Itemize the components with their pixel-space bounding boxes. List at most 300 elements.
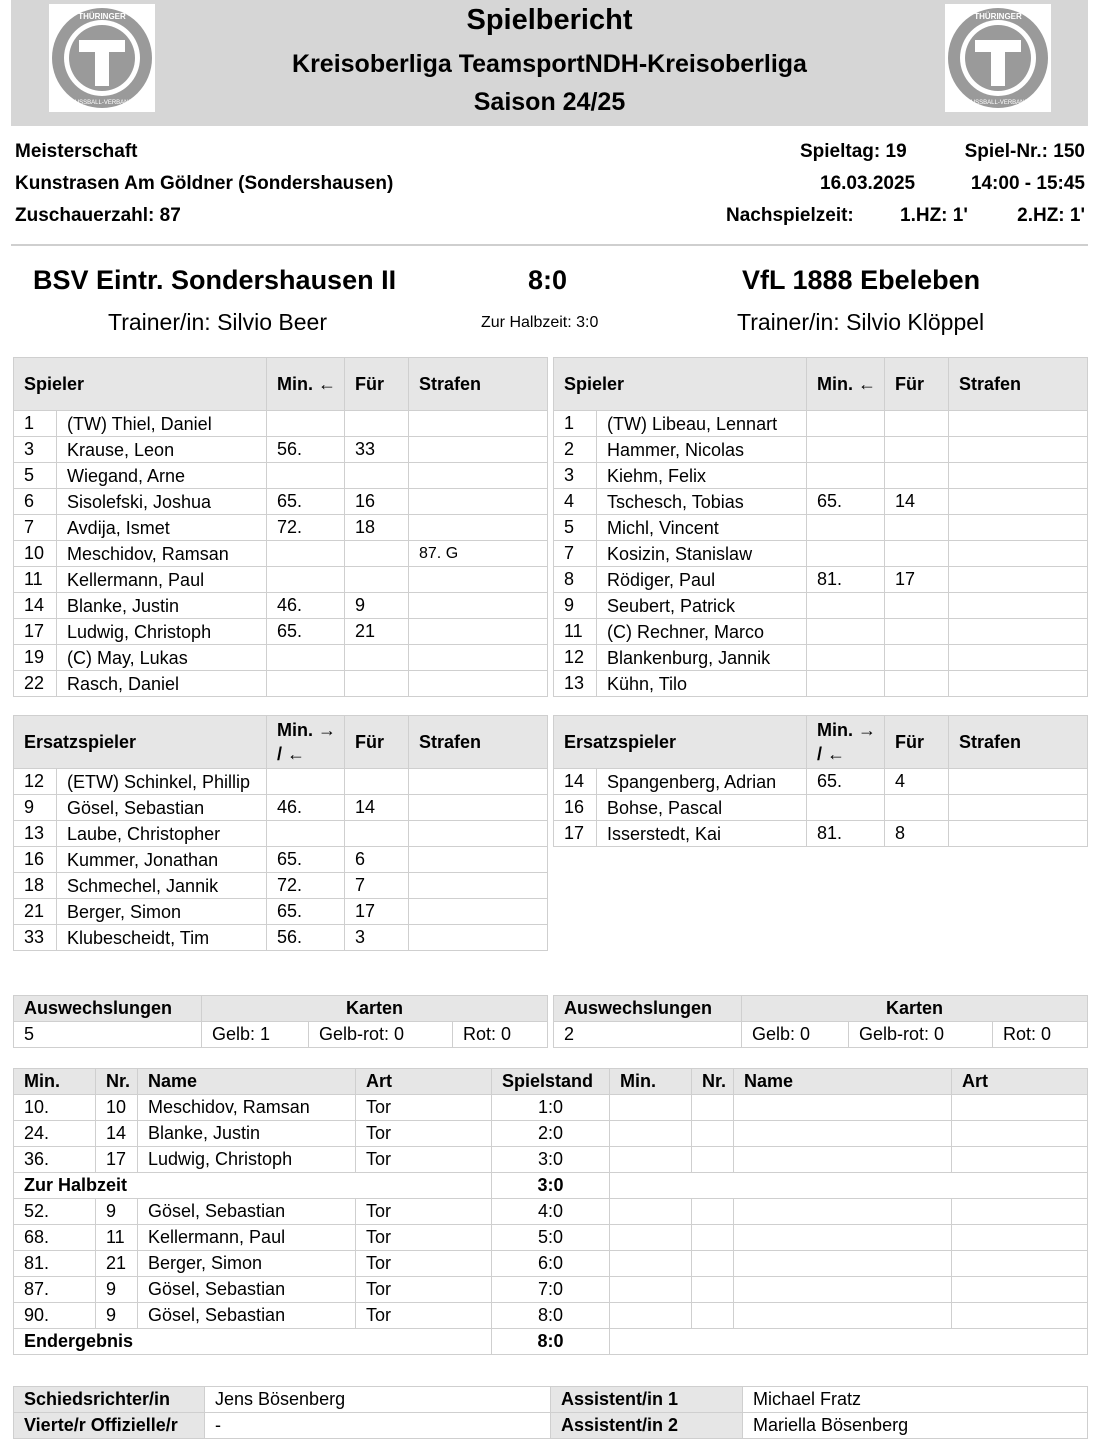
player-name: Krause, Leon <box>57 437 267 463</box>
player-minute <box>807 515 885 541</box>
extra-time-second-half: 2.HZ: 1' <box>1017 205 1085 226</box>
player-minute: 72. <box>267 515 345 541</box>
player-number: 3 <box>14 437 57 463</box>
player-number: 13 <box>14 821 57 847</box>
player-penalty <box>409 489 548 515</box>
yellow-red-count: Gelb-rot: 0 <box>849 1022 993 1048</box>
away-event-cell <box>734 1303 952 1329</box>
away-event-cell <box>734 1199 952 1225</box>
league-name: Kreisoberliga TeamsportNDH-Kreisoberliga <box>292 50 807 78</box>
player-name: Tschesch, Tobias <box>597 489 807 515</box>
svg-text:FUSSBALL-VERBAND: FUSSBALL-VERBAND <box>967 100 1029 106</box>
match-number: Spiel-Nr.: 150 <box>964 141 1085 162</box>
final-row <box>14 1329 1088 1355</box>
player-number: 7 <box>14 515 57 541</box>
player-penalty <box>409 593 548 619</box>
event-row <box>14 1199 1088 1225</box>
event-score: 4:0 <box>492 1199 610 1225</box>
away-subs-table <box>553 715 1088 847</box>
event-minute: 81. <box>14 1251 96 1277</box>
player-penalty <box>409 925 548 951</box>
player-row <box>554 463 1088 489</box>
away-event-cell <box>610 1225 692 1251</box>
player-name: Wiegand, Arne <box>57 463 267 489</box>
player-number: 18 <box>14 873 57 899</box>
away-event-cell <box>952 1251 1088 1277</box>
away-event-cell <box>952 1199 1088 1225</box>
player-penalty <box>949 541 1088 567</box>
player-minute <box>267 567 345 593</box>
away-event-cell <box>952 1147 1088 1173</box>
player-number: 14 <box>554 769 597 795</box>
away-event-cell <box>692 1095 734 1121</box>
col-nr: Nr. <box>692 1069 734 1095</box>
player-minute: 72. <box>267 873 345 899</box>
subs-count: 5 <box>14 1022 202 1048</box>
player-penalty: 87. G <box>409 541 548 567</box>
player-replaced <box>885 795 949 821</box>
player-penalty <box>409 645 548 671</box>
away-event-cell <box>734 1147 952 1173</box>
player-penalty <box>409 515 548 541</box>
player-minute <box>807 437 885 463</box>
player-replaced <box>345 645 409 671</box>
away-summary-table <box>553 995 1088 1048</box>
home-subs-table <box>13 715 548 951</box>
player-name: Blanke, Justin <box>57 593 267 619</box>
yellow-count: Gelb: 1 <box>202 1022 309 1048</box>
event-row <box>14 1095 1088 1121</box>
player-minute: 46. <box>267 593 345 619</box>
player-row <box>14 873 548 899</box>
player-replaced <box>885 437 949 463</box>
event-player: Gösel, Sebastian <box>138 1303 356 1329</box>
officials-table <box>13 1386 1088 1439</box>
event-row <box>14 1225 1088 1251</box>
player-number: 12 <box>14 769 57 795</box>
event-minute: 90. <box>14 1303 96 1329</box>
player-replaced: 8 <box>885 821 949 847</box>
final-row-score: 8:0 <box>492 1329 610 1355</box>
col-art: Art <box>356 1069 492 1095</box>
match-time: 14:00 - 15:45 <box>970 173 1085 194</box>
player-number: 19 <box>14 645 57 671</box>
player-row <box>14 437 548 463</box>
player-name: Kosizin, Stanislaw <box>597 541 807 567</box>
player-replaced: 3 <box>345 925 409 951</box>
page-title: Spielbericht <box>466 4 633 36</box>
player-replaced <box>345 463 409 489</box>
player-name: (ETW) Schinkel, Phillip <box>57 769 267 795</box>
player-row <box>14 645 548 671</box>
away-event-cell <box>692 1251 734 1277</box>
player-number: 11 <box>14 567 57 593</box>
away-event-cell <box>734 1095 952 1121</box>
player-replaced <box>885 619 949 645</box>
player-name: Avdija, Ismet <box>57 515 267 541</box>
player-name: Kiehm, Felix <box>597 463 807 489</box>
player-number: 7 <box>554 541 597 567</box>
event-score: 8:0 <box>492 1303 610 1329</box>
player-row <box>554 821 1088 847</box>
halftime-row <box>14 1173 1088 1199</box>
player-replaced <box>885 411 949 437</box>
event-player: Kellermann, Paul <box>138 1225 356 1251</box>
final-score: 8:0 <box>528 265 568 295</box>
away-event-cell <box>952 1095 1088 1121</box>
away-event-cell <box>610 1173 1088 1199</box>
player-minute: 81. <box>807 567 885 593</box>
halftime-row-label: Zur Halbzeit <box>14 1173 492 1199</box>
player-minute <box>807 795 885 821</box>
col-strafen: Strafen <box>409 716 548 769</box>
player-number: 9 <box>554 593 597 619</box>
away-event-cell <box>610 1251 692 1277</box>
event-minute: 87. <box>14 1277 96 1303</box>
player-replaced <box>885 671 949 697</box>
away-event-cell <box>952 1121 1088 1147</box>
col-strafen: Strafen <box>949 716 1088 769</box>
event-minute: 36. <box>14 1147 96 1173</box>
player-minute <box>807 411 885 437</box>
event-type: Tor <box>356 1121 492 1147</box>
player-penalty <box>409 411 548 437</box>
player-name: Michl, Vincent <box>597 515 807 541</box>
referee-label: Schiedsrichter/in <box>14 1387 205 1413</box>
event-minute: 24. <box>14 1121 96 1147</box>
season: Saison 24/25 <box>473 88 626 116</box>
player-row <box>14 925 548 951</box>
assistant2-name: Mariella Bösenberg <box>743 1413 1088 1439</box>
player-row <box>554 411 1088 437</box>
col-min: Min. → / ← <box>807 716 885 769</box>
away-event-cell <box>734 1251 952 1277</box>
player-penalty <box>949 821 1088 847</box>
player-row <box>14 489 548 515</box>
spectators: Zuschauerzahl: 87 <box>15 205 181 226</box>
col-strafen: Strafen <box>409 358 548 411</box>
player-penalty <box>949 645 1088 671</box>
event-player: Ludwig, Christoph <box>138 1147 356 1173</box>
player-row <box>554 769 1088 795</box>
event-number: 17 <box>96 1147 138 1173</box>
event-type: Tor <box>356 1147 492 1173</box>
player-replaced <box>345 671 409 697</box>
player-penalty <box>949 437 1088 463</box>
event-number: 21 <box>96 1251 138 1277</box>
away-event-cell <box>610 1147 692 1173</box>
player-replaced: 4 <box>885 769 949 795</box>
referee-name: Jens Bösenberg <box>205 1387 551 1413</box>
player-row <box>14 847 548 873</box>
event-row <box>14 1121 1088 1147</box>
event-type: Tor <box>356 1199 492 1225</box>
event-type: Tor <box>356 1303 492 1329</box>
event-number: 9 <box>96 1277 138 1303</box>
player-penalty <box>409 437 548 463</box>
col-strafen: Strafen <box>949 358 1088 411</box>
away-event-cell <box>610 1199 692 1225</box>
player-replaced: 16 <box>345 489 409 515</box>
player-replaced <box>345 821 409 847</box>
player-replaced <box>345 769 409 795</box>
player-number: 11 <box>554 619 597 645</box>
away-event-cell <box>734 1121 952 1147</box>
tff-logo-icon <box>945 4 1051 112</box>
halftime-row-score: 3:0 <box>492 1173 610 1199</box>
player-number: 1 <box>14 411 57 437</box>
player-minute: 56. <box>267 925 345 951</box>
player-row <box>554 645 1088 671</box>
player-minute: 65. <box>267 899 345 925</box>
player-minute: 46. <box>267 795 345 821</box>
away-lineup-table <box>553 357 1088 697</box>
player-minute <box>807 541 885 567</box>
player-replaced <box>885 541 949 567</box>
event-row <box>14 1277 1088 1303</box>
player-row <box>14 619 548 645</box>
player-number: 6 <box>14 489 57 515</box>
player-name: Rasch, Daniel <box>57 671 267 697</box>
col-fuer: Für <box>885 716 949 769</box>
player-penalty <box>409 821 548 847</box>
player-row <box>14 821 548 847</box>
player-number: 22 <box>14 671 57 697</box>
extra-time-first-half: 1.HZ: 1' <box>900 205 968 226</box>
event-type: Tor <box>356 1095 492 1121</box>
svg-text:THÜRINGER: THÜRINGER <box>974 12 1022 21</box>
player-penalty <box>409 671 548 697</box>
away-event-cell <box>692 1199 734 1225</box>
player-penalty <box>409 847 548 873</box>
player-row <box>554 619 1088 645</box>
away-event-cell <box>952 1303 1088 1329</box>
col-ersatzspieler: Ersatzspieler <box>554 716 807 769</box>
event-player: Gösel, Sebastian <box>138 1199 356 1225</box>
cards-label: Karten <box>202 996 548 1022</box>
player-replaced: 17 <box>885 567 949 593</box>
col-name: Name <box>734 1069 952 1095</box>
player-number: 21 <box>14 899 57 925</box>
player-replaced: 17 <box>345 899 409 925</box>
col-nr: Nr. <box>96 1069 138 1095</box>
halftime-score: Zur Halbzeit: 3:0 <box>481 314 599 331</box>
player-number: 4 <box>554 489 597 515</box>
player-penalty <box>409 873 548 899</box>
event-number: 9 <box>96 1303 138 1329</box>
event-type: Tor <box>356 1277 492 1303</box>
away-event-cell <box>952 1225 1088 1251</box>
cards-label: Karten <box>742 996 1088 1022</box>
col-min: Min. ← <box>267 358 345 411</box>
col-min: Min. <box>14 1069 96 1095</box>
player-penalty <box>949 411 1088 437</box>
player-minute <box>267 671 345 697</box>
player-name: Laube, Christopher <box>57 821 267 847</box>
player-minute <box>807 645 885 671</box>
svg-text:FUSSBALL-VERBAND: FUSSBALL-VERBAND <box>71 100 133 106</box>
player-name: Klubescheidt, Tim <box>57 925 267 951</box>
player-minute <box>267 463 345 489</box>
col-fuer: Für <box>885 358 949 411</box>
divider <box>11 244 1088 246</box>
event-score: 3:0 <box>492 1147 610 1173</box>
event-score: 5:0 <box>492 1225 610 1251</box>
player-penalty <box>949 567 1088 593</box>
player-name: (TW) Libeau, Lennart <box>597 411 807 437</box>
col-name: Name <box>138 1069 356 1095</box>
away-trainer: Trainer/in: Silvio Klöppel <box>737 309 985 335</box>
event-player: Gösel, Sebastian <box>138 1277 356 1303</box>
player-number: 14 <box>14 593 57 619</box>
player-number: 9 <box>14 795 57 821</box>
event-row <box>14 1251 1088 1277</box>
extra-time-label: Nachspielzeit: <box>726 205 854 226</box>
event-row <box>14 1147 1088 1173</box>
match-date: 16.03.2025 <box>820 173 916 194</box>
player-row <box>554 515 1088 541</box>
away-team: VfL 1888 Ebeleben <box>742 265 981 295</box>
away-event-cell <box>734 1277 952 1303</box>
player-replaced: 9 <box>345 593 409 619</box>
fourth-official-name: - <box>205 1413 551 1439</box>
player-penalty <box>949 671 1088 697</box>
player-number: 13 <box>554 671 597 697</box>
player-number: 5 <box>554 515 597 541</box>
yellow-count: Gelb: 0 <box>742 1022 849 1048</box>
col-ersatzspieler: Ersatzspieler <box>14 716 267 769</box>
player-penalty <box>949 463 1088 489</box>
event-type: Tor <box>356 1251 492 1277</box>
player-name: Blankenburg, Jannik <box>597 645 807 671</box>
away-event-cell <box>692 1147 734 1173</box>
player-minute: 65. <box>807 489 885 515</box>
player-row <box>554 437 1088 463</box>
player-name: Hammer, Nicolas <box>597 437 807 463</box>
player-row <box>554 671 1088 697</box>
player-name: (TW) Thiel, Daniel <box>57 411 267 437</box>
player-penalty <box>949 769 1088 795</box>
player-row <box>14 411 548 437</box>
assistant1-label: Assistent/in 1 <box>551 1387 743 1413</box>
player-name: Spangenberg, Adrian <box>597 769 807 795</box>
red-count: Rot: 0 <box>453 1022 548 1048</box>
player-name: Isserstedt, Kai <box>597 821 807 847</box>
player-replaced: 33 <box>345 437 409 463</box>
player-replaced: 21 <box>345 619 409 645</box>
player-number: 2 <box>554 437 597 463</box>
matchday: Spieltag: 19 <box>800 141 907 162</box>
svg-text:THÜRINGER: THÜRINGER <box>78 12 126 21</box>
player-penalty <box>409 619 548 645</box>
player-number: 17 <box>14 619 57 645</box>
final-row-label: Endergebnis <box>14 1329 492 1355</box>
event-minute: 52. <box>14 1199 96 1225</box>
player-number: 3 <box>554 463 597 489</box>
player-penalty <box>409 769 548 795</box>
event-score: 7:0 <box>492 1277 610 1303</box>
subs-count: 2 <box>554 1022 742 1048</box>
col-fuer: Für <box>345 716 409 769</box>
player-number: 1 <box>554 411 597 437</box>
player-name: Sisolefski, Joshua <box>57 489 267 515</box>
event-score: 1:0 <box>492 1095 610 1121</box>
event-minute: 68. <box>14 1225 96 1251</box>
player-replaced <box>885 463 949 489</box>
player-row <box>554 593 1088 619</box>
player-minute <box>267 645 345 671</box>
player-minute <box>807 671 885 697</box>
player-name: Schmechel, Jannik <box>57 873 267 899</box>
player-penalty <box>409 567 548 593</box>
report-header <box>11 0 1088 126</box>
player-minute <box>267 541 345 567</box>
player-minute: 65. <box>267 489 345 515</box>
player-penalty <box>949 489 1088 515</box>
player-number: 33 <box>14 925 57 951</box>
subs-label: Auswechslungen <box>554 996 742 1022</box>
away-event-cell <box>692 1225 734 1251</box>
away-event-cell <box>610 1303 692 1329</box>
event-player: Meschidov, Ramsan <box>138 1095 356 1121</box>
player-replaced: 18 <box>345 515 409 541</box>
player-replaced <box>345 567 409 593</box>
away-event-cell <box>610 1277 692 1303</box>
event-score: 6:0 <box>492 1251 610 1277</box>
player-name: Rödiger, Paul <box>597 567 807 593</box>
home-team: BSV Eintr. Sondershausen II <box>33 265 397 295</box>
player-penalty <box>949 795 1088 821</box>
home-lineup-table <box>13 357 548 697</box>
player-number: 8 <box>554 567 597 593</box>
player-minute <box>807 619 885 645</box>
event-minute: 10. <box>14 1095 96 1121</box>
player-minute <box>267 769 345 795</box>
assistant2-label: Assistent/in 2 <box>551 1413 743 1439</box>
player-minute: 65. <box>807 769 885 795</box>
event-number: 10 <box>96 1095 138 1121</box>
event-number: 9 <box>96 1199 138 1225</box>
events-table <box>13 1068 1088 1355</box>
player-replaced: 14 <box>345 795 409 821</box>
event-player: Berger, Simon <box>138 1251 356 1277</box>
player-penalty <box>409 899 548 925</box>
player-replaced <box>885 593 949 619</box>
player-row <box>14 769 548 795</box>
player-row <box>14 463 548 489</box>
player-penalty <box>409 463 548 489</box>
col-art: Art <box>952 1069 1088 1095</box>
player-minute <box>807 593 885 619</box>
player-replaced: 7 <box>345 873 409 899</box>
away-event-cell <box>734 1225 952 1251</box>
player-replaced <box>885 515 949 541</box>
player-name: Kellermann, Paul <box>57 567 267 593</box>
player-name: Kühn, Tilo <box>597 671 807 697</box>
col-min: Min. → / ← <box>267 716 345 769</box>
competition-type: Meisterschaft <box>15 141 138 162</box>
player-minute: 65. <box>267 847 345 873</box>
player-row <box>14 541 548 567</box>
away-event-cell <box>610 1121 692 1147</box>
player-penalty <box>409 795 548 821</box>
col-min: Min. ← <box>807 358 885 411</box>
player-replaced <box>345 411 409 437</box>
away-event-cell <box>952 1277 1088 1303</box>
player-row <box>14 671 548 697</box>
player-name: (C) Rechner, Marco <box>597 619 807 645</box>
away-event-cell <box>610 1095 692 1121</box>
